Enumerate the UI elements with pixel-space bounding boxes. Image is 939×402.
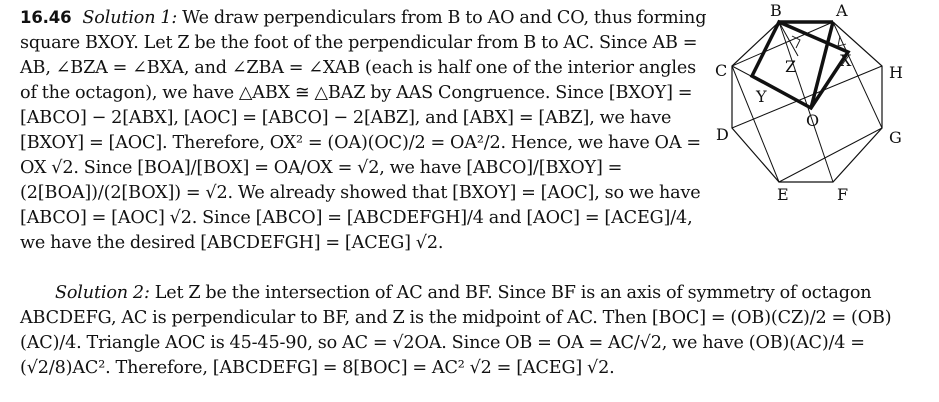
bold-ao: [811, 22, 833, 108]
label-a: A: [836, 1, 848, 20]
right-angle-mark: [792, 36, 800, 48]
label-o: O: [806, 111, 820, 130]
solution-1-paragraph: [20, 5, 710, 256]
problem-number: 16.46: [20, 8, 72, 27]
label-x: X: [840, 51, 852, 70]
octagon-figure: [712, 0, 912, 218]
label-c: C: [715, 61, 728, 80]
octagon-outline: [732, 22, 882, 182]
solution-1-text: We draw perpendiculars from B to AO and CO, thus forming square BXOY. Let Z be the foot of the perpendicular from B to AC. Since AB = AB, ∠BZA = ∠BXA, and ∠ZBA = ∠XAB (each is half one of the interior angles of the octagon), we have △ABX ≅ △BAZ by AAS Congruence. Since [BXOY] = [ABCO] − 2[ABX], [AOC] = [ABCO] − 2[ABZ], and [ABX] = [ABZ], we have [BXOY] = [AOC]. Therefore, OX² = (OA)(OC)/2 = OA²/2. Hence, we have OA = OX √2. Since [BOA]/[BOX] = OA/OX = √2, we have [ABCO]/[BXOY] = (2[BOA])/(2[BOX]) = √2. We already showed that [BXOY] = [AOC], so we have [ABCO] = [AOC] √2. Since [ABCO] = [ABCDEFGH]/4 and [AOC] = [ACEG]/4, we have the desired [ABCDEFGH] = [ACEG] √2.: [20, 8, 707, 253]
label-d: D: [716, 125, 729, 144]
solution-2-text: Let Z be the intersection of AC and BF. Since BF is an axis of symmetry of octagon ABCDEFG, AC is perpendicular to BF, and Z is the midpoint of AC. Then [BOC] = (OB)(CZ)/2 = (OB)(AC)/4. Triangle AOC is 45-45-90, so AC = √2OA. Since OB = OA = AC/√2, we have (OB)(AC)/4 = (√2/8)AC². Therefore, [ABCDEFG] = 8[BOC] = AC² √2 = [ACEG] √2.: [20, 283, 892, 378]
diagonal-bf: [779, 22, 833, 182]
solution-2-lead: Solution 2:: [54, 283, 150, 303]
label-e: E: [777, 185, 789, 204]
solution-2-paragraph: [20, 281, 915, 381]
label-h: H: [889, 63, 903, 82]
solution-1-lead: Solution 1:: [82, 8, 178, 28]
label-f: F: [837, 185, 849, 204]
label-z: Z: [785, 57, 797, 76]
label-y: Y: [756, 87, 767, 106]
label-b: B: [770, 1, 782, 20]
label-g: G: [889, 128, 902, 147]
